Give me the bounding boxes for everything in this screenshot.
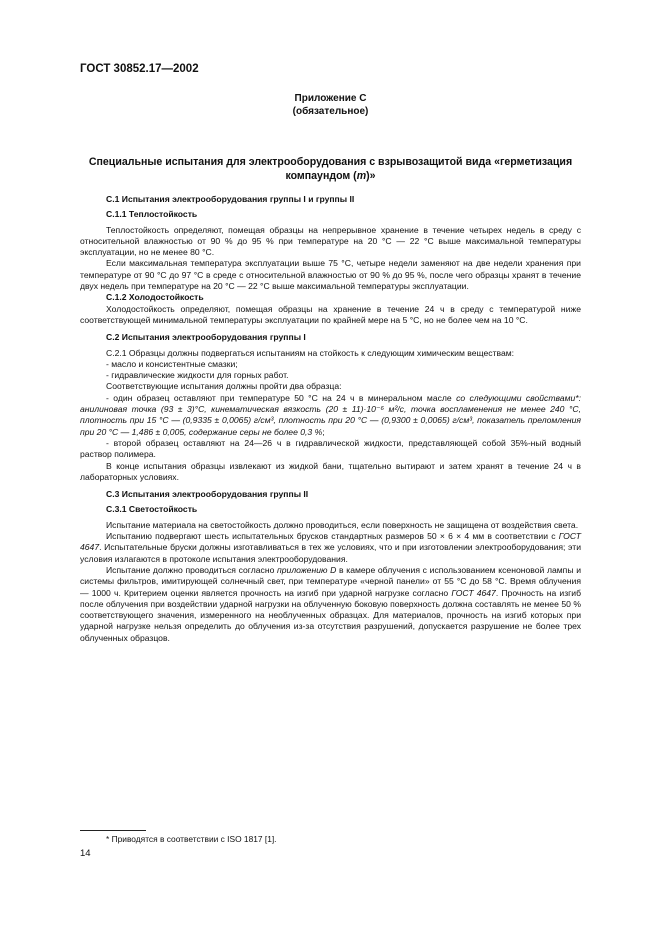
title-line-2 — [80, 169, 581, 183]
section-c12-heading: С.1.2 Холодостойкость — [106, 292, 204, 303]
paragraph: Теплостойкость определяют, помещая образцы на непрерывное хранение в течение четырех недель в среду с относительной влажностью от 90 % до 95 % при температуре на 20 °С — 22 °С выше максимальной температуры эксплуатации, но не менее 80 °С. — [80, 224, 581, 258]
appendix-reference: приложению D — [277, 564, 337, 575]
page-number: 14 — [80, 848, 91, 859]
list-item: - масло и консистентные смазки; — [106, 358, 238, 369]
text-run: . Прочность на изгиб после облучения при воздействии ударной нагрузки на облученную боковую поверхность должна составлять не менее 50 % соответствующего значения, измеренного на необлученных образцах. Для материалов, прочность на изгиб которых при ударной нагрузке нельзя определить до облучения из-за отсутствия разрушений, допускается разрушение не более трех облученных образцов. — [80, 587, 581, 643]
paragraph — [80, 393, 581, 438]
section-c3-heading: С.3 Испытания электрооборудования группы II — [106, 489, 309, 500]
section-c1-heading: С.1 Испытания электрооборудования группы I и группы II — [106, 194, 355, 204]
text-run: - один образец оставляют при температуре 50 °С на 24 ч в минеральном масле — [106, 392, 457, 403]
text-run: ; — [322, 426, 325, 437]
footnote: * Приводятся в соответствии с ISO 1817 [1]. — [106, 834, 277, 844]
section-c31-heading: С.3.1 Светостойкость — [106, 504, 198, 515]
appendix-label: Приложение С — [294, 93, 367, 104]
document-body — [80, 194, 581, 644]
title-line-2-text: компаундом ( — [285, 170, 357, 182]
footnote-divider — [80, 830, 146, 831]
paragraph: Если максимальная температура эксплуатации выше 75 °С, четыре недели заменяют на две недели хранения при температуре от 90 °С до 97 °С в среде с относительной влажностью от 90 % до 95 %, после чего образцы хранят в течение двух недель при температуре на 20 °С — 22 °С выше максимальной температуры эксплуатации. — [80, 258, 581, 292]
paragraph: Холодостойкость определяют, помещая образцы на хранение в течение 24 ч в среду с температурой ниже соответствующей минимальной температуры эксплуатации по крайней мере на 5 °С, но не более чем на 10 °С. — [80, 303, 581, 325]
section-c11-heading: С.1.1 Теплостойкость — [106, 209, 198, 220]
oil-properties-text: со следующими свойствами*: анилиновая точка (93 ± 3)°С, кинематическая вязкость (20 ± 11)·10⁻⁶ м²/с, точка воспламенения не менее 240 °С, плотность при 15 °С — (0,9335 ± 0,0065) г/см³, плотность при 20 °С — (0,9300 ± 0,0065) г/см³, показатель преломления при 20 °С — 1,486 ± 0,005, содержание серы не более 0,3 % — [80, 392, 581, 437]
paragraph — [80, 565, 581, 644]
paragraph: - второй образец оставляют на 24—26 ч в гидравлической жидкости, представляющей собой 35%-ный водный раствор полимера. — [80, 437, 581, 460]
paragraph: С.2.1 Образцы должны подвергаться испытаниям на стойкость к следующим химическим веществам: — [106, 347, 515, 358]
paragraph: В конце испытания образцы извлекают из жидкой бани, тщательно вытирают и затем хранят в течение 24 ч в лабораторных условиях. — [80, 460, 581, 482]
paragraph — [80, 531, 581, 565]
section-c2-heading: С.2 Испытания электрооборудования группы I — [106, 332, 306, 343]
text-run: Испытанию подвергают шесть испытательных брусков стандартных размеров 50 × 6 × 4 мм в соответствии с — [106, 531, 559, 542]
appendix-title — [80, 155, 581, 183]
list-item: - гидравлические жидкости для горных работ. — [106, 370, 289, 381]
paragraph: Соответствующие испытания должны пройти два образца: — [106, 381, 342, 392]
paragraph: Испытание материала на светостойкость должно проводиться, если поверхность не защищена от воздействия света. — [106, 519, 579, 530]
standard-reference: ГОСТ 4647 — [451, 587, 496, 598]
appendix-status: (обязательное) — [292, 106, 369, 117]
standard-header: ГОСТ 30852.17—2002 — [80, 63, 199, 75]
title-line-2-end: )» — [366, 170, 376, 182]
text-run: Испытание должно проводиться согласно — [106, 564, 278, 575]
title-line-1: Специальные испытания для электрооборудования с взрывозащитой вида «герметизация — [88, 156, 573, 168]
text-run: . Испытательные бруски должны изготавливаться в тех же условиях, что и при изготовлении электрооборудования; эти условия излагаются в протоколе испытания электрооборудования. — [80, 542, 581, 564]
standard-reference: ГОСТ 4647 — [80, 531, 581, 553]
text-run: в камере облучения с использованием ксеноновой лампы и системы фильтров, имитирующей солнечный свет, при температуре «черной панели» от 55 °С до 58 °С. Время облучения — 1000 ч. Критерием оценки является прочность на изгиб при ударной нагрузке согласно — [80, 564, 581, 598]
title-line-2-italic: m — [356, 170, 367, 182]
